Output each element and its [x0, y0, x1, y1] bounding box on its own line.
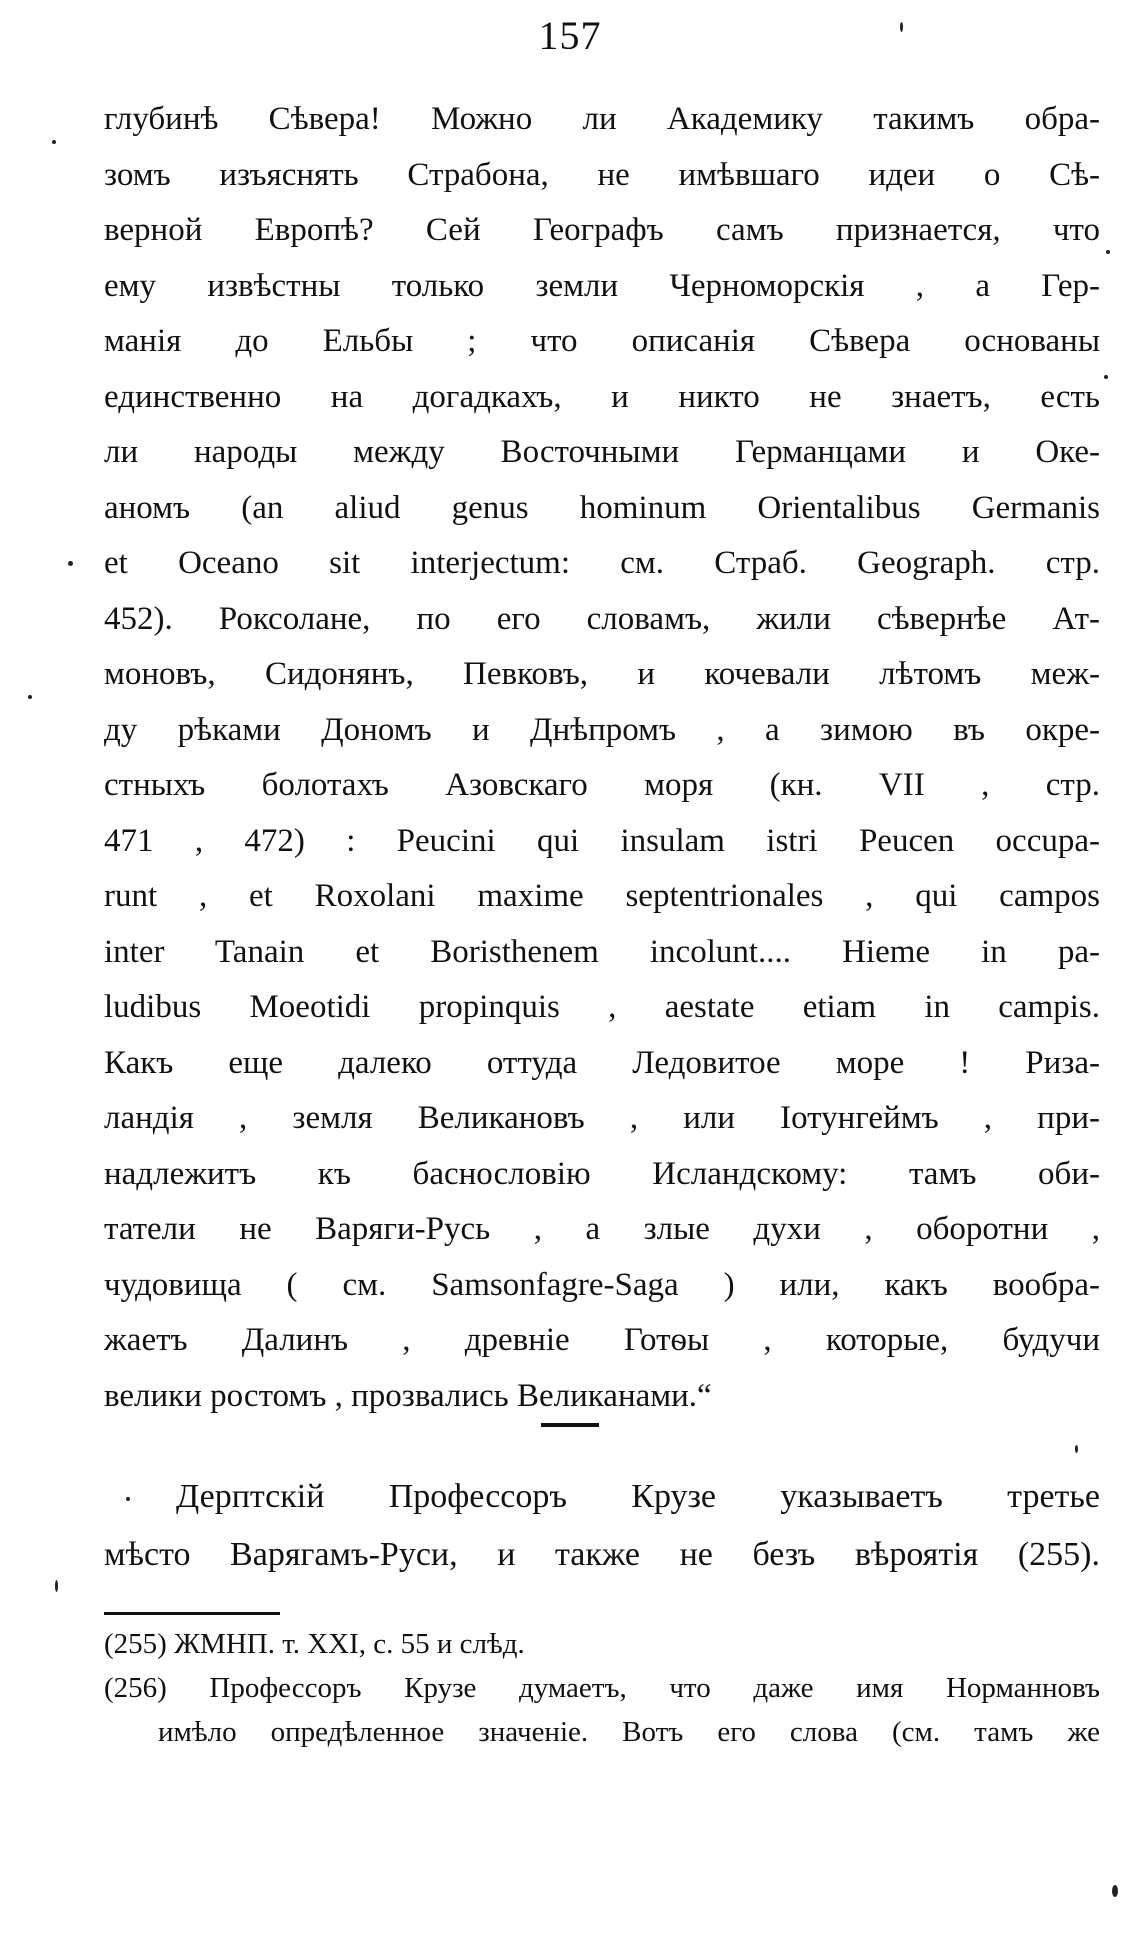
second-paragraph [104, 1468, 1100, 1584]
print-speck [28, 695, 32, 699]
text-line: надлежитъ къ баснословію Исландскому: тамъ оби- [104, 1155, 1100, 1192]
text-line: велики ростомъ , прозвались Великанами.“ [104, 1377, 712, 1414]
print-speck [1075, 1445, 1078, 1453]
page-number: 157 [538, 13, 602, 58]
text-line: аномъ (an aliud genus hominum Orientalibus Germanis [104, 489, 1100, 526]
section-dash [0, 1414, 1140, 1433]
main-paragraph [104, 92, 1100, 1424]
print-speck [1106, 250, 1110, 254]
text-line: et Oceano sit interjectum: см. Страб. Geograph. стр. [104, 545, 1100, 581]
text-line: верной Европѣ? Сей Географъ самъ признается, что [104, 212, 1100, 248]
text-line: Дерптскій Профессоръ Крузе указываетъ третье [176, 1478, 1100, 1515]
print-speck [68, 561, 73, 566]
text-line: чудовища ( см. Samsonfagre-Saga ) или, какъ вообра- [104, 1266, 1100, 1303]
text-line: ему извѣстны только земли Черноморскія , а Гер- [104, 267, 1100, 304]
text-line: манія до Ельбы ; что описанія Сѣвера основаны [104, 323, 1100, 359]
footnote-line: имѣло опредѣленное значеніе. Вотъ его слова (см. тамъ же [158, 1716, 1100, 1748]
text-line: 471 , 472) : Peucini qui insulam istri Peucen occupa- [104, 822, 1100, 859]
text-line: татели не Варяги-Русь , а злые духи , оборотни , [104, 1211, 1100, 1247]
print-speck [126, 1497, 130, 1501]
text-line: Какъ еще далеко оттуда Ледовитое море ! Риза- [104, 1044, 1100, 1081]
footnote-256 [104, 1666, 1100, 1754]
footnote-255 [104, 1622, 1100, 1666]
text-line: зомъ изъяснять Страбона, не имѣвшаго идеи о Сѣ- [104, 156, 1100, 193]
text-line: глубинѣ Сѣвера! Можно ли Академику такимъ обра- [104, 101, 1100, 137]
footnote-line: (256) Профессоръ Крузе думаетъ, что даже имя Норманновъ [104, 1672, 1100, 1704]
footnotes [104, 1622, 1100, 1754]
text-line: ludibus Moeotidi propinquis , aestate etiam in campis. [104, 989, 1100, 1025]
print-speck [1112, 1885, 1118, 1897]
footnote-separator [104, 1612, 280, 1615]
text-line: ли народы между Восточными Германцами и Оке- [104, 434, 1100, 470]
print-speck [55, 1580, 58, 1592]
text-line: ду рѣками Дономъ и Днѣпромъ , а зимою въ окре- [104, 711, 1100, 748]
text-line: жаетъ Далинъ , древніе Готѳы , которые, будучи [104, 1322, 1100, 1358]
text-line: единственно на догадкахъ, и никто не знаетъ, есть [104, 378, 1100, 415]
text-line: 452). Роксолане, по его словамъ, жили сѣвернѣе Ат- [104, 600, 1100, 637]
print-speck [1104, 375, 1108, 379]
print-speck [900, 22, 903, 32]
text-line: стныхъ болотахъ Азовскаго моря (кн. VII , стр. [104, 767, 1100, 803]
text-line: inter Tanain et Boristhenem incolunt.... Hieme in pa- [104, 933, 1100, 970]
text-line: моновъ, Сидонянъ, Певковъ, и кочевали лѣтомъ меж- [104, 656, 1100, 692]
text-line: ландія , земля Великановъ , или Іотунгеймъ , при- [104, 1100, 1100, 1136]
text-line: мѣсто Варягамъ-Руси, и также не безъ вѣроятія (255). [104, 1536, 1100, 1573]
footnote-line: (255) ЖМНП. т. XXI, с. 55 и слѣд. [104, 1628, 525, 1660]
print-speck [52, 140, 56, 144]
text-line: runt , et Roxolani maxime septentrionales , qui campos [104, 878, 1100, 914]
